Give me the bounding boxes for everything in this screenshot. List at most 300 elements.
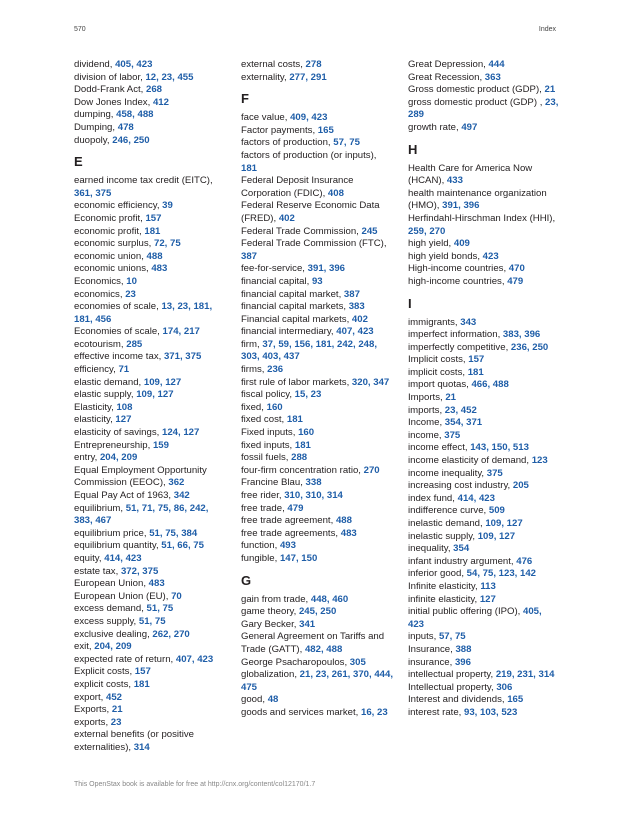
index-entry: [74, 84, 228, 97]
index-page-links[interactable]: 165: [317, 124, 334, 136]
index-page-links[interactable]: 181: [467, 366, 484, 378]
index-term: financial capital market,: [241, 288, 344, 300]
index-page-links[interactable]: 127: [115, 414, 132, 426]
index-page-links[interactable]: 483: [148, 578, 165, 590]
index-page-links[interactable]: 448, 460: [310, 593, 349, 605]
index-page-links[interactable]: 23, 289: [408, 96, 559, 121]
index-term: free rider,: [241, 490, 285, 501]
index-page-links[interactable]: 423: [482, 250, 499, 262]
index-page-links[interactable]: 285: [126, 338, 143, 350]
index-entry: [241, 238, 395, 263]
index-entry: [74, 213, 228, 226]
index-entry: [408, 59, 560, 72]
index-page-links[interactable]: 147, 150: [279, 552, 318, 564]
index-term: ecotourism,: [74, 338, 127, 350]
index-page-links[interactable]: 402: [278, 212, 295, 224]
page-running-title: Index: [538, 26, 556, 33]
index-page-links[interactable]: 479: [287, 502, 304, 514]
index-page-links[interactable]: 245: [361, 225, 378, 237]
index-entry: [74, 692, 228, 705]
index-entry: [408, 594, 560, 607]
index-page-links[interactable]: 354: [453, 543, 470, 555]
index-entry: [241, 515, 395, 528]
index-term: elastic demand,: [74, 376, 144, 388]
index-entry: [408, 188, 560, 213]
index-term: General Agreement on Tariffs and Trade (GATT),: [241, 631, 385, 655]
index-page-links[interactable]: 143, 150, 513: [470, 442, 529, 454]
index-entry: [241, 276, 395, 289]
index-term: Gary Becker,: [241, 618, 300, 630]
index-entry: [241, 414, 395, 427]
index-term: free trade,: [241, 502, 288, 514]
index-entry: [408, 263, 560, 276]
index-term: inelastic demand,: [408, 518, 486, 529]
index-entry: [408, 543, 560, 556]
index-term: economics,: [74, 288, 126, 300]
index-entry: [241, 226, 395, 239]
index-entry: [74, 452, 228, 465]
index-page-links[interactable]: 412: [152, 96, 169, 108]
index-column-3: [408, 59, 560, 720]
index-entry: [74, 97, 228, 110]
index-term: function,: [241, 540, 280, 552]
index-page-links[interactable]: 108: [116, 401, 133, 413]
index-entry: [241, 707, 395, 720]
index-page-links[interactable]: 23: [125, 288, 136, 300]
index-entry: [74, 553, 228, 566]
index-entry: [74, 59, 228, 72]
index-page-links[interactable]: 160: [266, 401, 283, 413]
index-page-links[interactable]: 314: [133, 741, 150, 753]
index-page-links[interactable]: 204, 209: [99, 452, 138, 464]
index-page-links[interactable]: 310, 310, 314: [284, 490, 343, 501]
index-term: economic surplus,: [74, 238, 154, 250]
index-page-links[interactable]: 109, 127: [477, 530, 516, 542]
index-term: Exports,: [74, 704, 112, 716]
index-entry: [408, 251, 560, 264]
index-page-links[interactable]: 387: [343, 288, 360, 300]
index-entry: [241, 150, 395, 175]
index-page-links[interactable]: 383: [348, 301, 365, 313]
index-term: firms,: [241, 364, 268, 376]
index-page-links[interactable]: 383, 396: [502, 329, 541, 341]
index-entry: [408, 657, 560, 670]
index-term: high-income countries,: [408, 275, 508, 287]
index-page-links[interactable]: 278: [305, 59, 322, 70]
index-term: fixed cost,: [241, 414, 287, 426]
index-page-links[interactable]: 159: [152, 439, 169, 451]
index-page-links[interactable]: 342: [173, 490, 190, 501]
index-term: equity,: [74, 552, 105, 564]
index-page-links[interactable]: 259, 270: [408, 225, 446, 237]
index-page-links[interactable]: 51, 75: [138, 615, 166, 627]
index-entry: [74, 301, 228, 326]
index-page-links[interactable]: 262, 270: [152, 628, 190, 640]
index-entry: [408, 518, 560, 531]
index-term: elastic supply,: [74, 389, 137, 401]
index-page-links[interactable]: 482, 488: [304, 643, 343, 655]
index-entry: [408, 405, 560, 418]
index-page-links[interactable]: 375: [444, 429, 461, 441]
index-page-links[interactable]: 157: [134, 666, 151, 678]
index-page-links[interactable]: 277, 291: [289, 71, 327, 83]
index-term: good,: [241, 694, 268, 706]
index-page-links[interactable]: 479: [507, 275, 524, 287]
index-term: fee-for-service,: [241, 263, 308, 275]
index-page-links[interactable]: 174, 217: [162, 326, 200, 338]
index-page-links[interactable]: 414, 423: [457, 492, 495, 504]
index-page-links[interactable]: 204, 209: [94, 641, 132, 653]
index-term: fungible,: [241, 552, 280, 564]
index-entry: [74, 402, 228, 415]
index-entry: [408, 72, 560, 85]
index-page-links[interactable]: 15, 23: [294, 389, 322, 401]
index-page-links[interactable]: 109, 127: [143, 376, 182, 388]
index-term: Health Care for America Now (HCAN),: [408, 162, 533, 187]
index-entry: [74, 603, 228, 616]
index-page-links[interactable]: 488: [335, 515, 352, 527]
index-entry: [74, 629, 228, 642]
index-page-links[interactable]: 70: [171, 590, 182, 602]
index-page-links[interactable]: 405, 423: [115, 59, 153, 70]
index-term: equilibrium,: [74, 502, 126, 514]
index-term: fixed,: [241, 401, 267, 413]
index-term: Elasticity,: [74, 401, 117, 413]
index-entry: [408, 238, 560, 251]
index-term: Implicit costs,: [408, 354, 469, 366]
index-page-links[interactable]: 13, 23, 181, 181, 456: [74, 301, 213, 325]
index-page-links[interactable]: 21: [111, 704, 123, 716]
index-entry: [74, 109, 228, 122]
index-entry: [74, 251, 228, 264]
index-term: efficiency,: [74, 364, 119, 376]
index-page-links[interactable]: 181: [241, 162, 258, 174]
index-term: Great Depression,: [408, 59, 489, 70]
index-entry: [408, 493, 560, 506]
index-term: Explicit costs,: [74, 666, 135, 678]
index-entry: [408, 354, 560, 367]
index-page-links[interactable]: 488: [146, 250, 163, 262]
index-term: financial capital markets,: [241, 301, 349, 313]
index-entry: [74, 729, 228, 754]
index-entry: [408, 379, 560, 392]
index-page-links[interactable]: 509: [488, 505, 505, 517]
index-term: gain from trade,: [241, 593, 311, 605]
index-page-links[interactable]: 51, 71, 75, 86, 242, 383, 467: [74, 502, 209, 527]
index-page-links[interactable]: 51, 66, 75: [161, 540, 204, 552]
index-page-links[interactable]: 51, 75: [146, 603, 174, 615]
index-entry: [408, 213, 560, 238]
index-entry: [408, 606, 560, 631]
index-section-letter: F: [241, 91, 249, 107]
index-entry: [408, 163, 560, 188]
index-page-links[interactable]: 476: [516, 555, 533, 567]
index-term: estate tax,: [74, 565, 121, 577]
index-term: Economics,: [74, 275, 127, 287]
index-page-links[interactable]: 483: [151, 263, 168, 275]
index-entry: [241, 59, 395, 72]
index-term: income effect,: [408, 442, 471, 454]
index-entry: [241, 326, 395, 339]
index-page-links[interactable]: 165: [507, 694, 524, 706]
index-entry: [408, 707, 560, 720]
index-page-links[interactable]: 57, 75: [438, 631, 466, 643]
index-term: George Psacharopoulos,: [241, 656, 350, 668]
index-entry: [241, 606, 395, 619]
index-page-links[interactable]: 483: [340, 527, 357, 539]
index-entry: [241, 477, 395, 490]
index-entry: [408, 531, 560, 544]
index-page-links[interactable]: 236: [267, 364, 284, 376]
index-term: economies of scale,: [74, 301, 162, 313]
index-term: European Union,: [74, 578, 149, 590]
index-entry: [241, 619, 395, 632]
index-entry: [408, 276, 560, 289]
index-term: Imports,: [408, 392, 446, 404]
index-term: financial capital,: [241, 275, 312, 287]
index-entry: [74, 528, 228, 541]
index-entry: [74, 200, 228, 213]
index-page-links[interactable]: 48: [267, 694, 279, 706]
index-term: Income,: [408, 417, 445, 429]
index-page-links[interactable]: 123: [531, 455, 548, 467]
index-page-links[interactable]: 408: [327, 187, 344, 199]
index-term: infant industry argument,: [408, 555, 517, 567]
index-page-links[interactable]: 21: [445, 392, 456, 404]
index-page-links[interactable]: 157: [145, 212, 162, 224]
index-page-links[interactable]: 478: [117, 121, 134, 133]
index-entry: [74, 427, 228, 440]
index-column-1: [74, 59, 228, 754]
index-term: factors of production (or inputs),: [241, 149, 377, 161]
index-page-links[interactable]: 388: [455, 643, 472, 655]
index-page-links[interactable]: 72, 75: [153, 238, 181, 250]
index-entry: [74, 377, 228, 390]
index-page-links[interactable]: 305: [349, 656, 366, 668]
index-page-links[interactable]: 127: [479, 593, 496, 605]
index-term: economic efficiency,: [74, 200, 163, 212]
index-entry: [74, 717, 228, 730]
index-entry: [74, 654, 228, 667]
index-term: game theory,: [241, 606, 299, 618]
index-page-links[interactable]: 391, 396: [442, 200, 480, 212]
index-page-links[interactable]: 205: [512, 480, 529, 492]
index-term: Federal Reserve Economic Data (FRED),: [241, 200, 380, 224]
index-page-links[interactable]: 181: [144, 225, 161, 237]
index-page-links[interactable]: 39: [162, 200, 173, 212]
index-entry: [74, 465, 228, 490]
index-term: Great Recession,: [408, 71, 485, 83]
index-term: European Union (EU),: [74, 590, 172, 602]
index-page-links[interactable]: 396: [454, 656, 471, 668]
index-entry: [408, 568, 560, 581]
index-page-links[interactable]: 354, 371: [444, 417, 483, 429]
index-page-links[interactable]: 245, 250: [298, 606, 337, 618]
index-page-links[interactable]: 157: [468, 354, 485, 366]
index-page-links[interactable]: 181: [286, 414, 303, 426]
index-page-links[interactable]: 21, 23, 261, 370, 444, 475: [241, 669, 394, 693]
index-entry: [241, 669, 395, 694]
index-page-links[interactable]: 387: [241, 250, 258, 262]
index-term: firm,: [241, 338, 263, 350]
index-page-links[interactable]: 23: [110, 716, 122, 728]
index-term: Federal Deposit Insurance Corporation (FDIC),: [241, 175, 354, 199]
index-term: export,: [74, 691, 106, 703]
index-entry: [408, 669, 560, 682]
index-term: inferior good,: [408, 568, 467, 580]
index-page-links[interactable]: 109, 127: [136, 389, 174, 401]
index-page-links[interactable]: 51, 75, 384: [149, 527, 198, 539]
index-term: division of labor,: [74, 71, 146, 83]
index-entry: [74, 679, 228, 692]
index-page-links[interactable]: 181: [294, 439, 311, 451]
index-page-links[interactable]: 246, 250: [112, 134, 150, 146]
index-entry: [74, 540, 228, 553]
index-page-links[interactable]: 93, 103, 523: [464, 706, 518, 718]
index-page-links[interactable]: 288: [291, 452, 308, 464]
index-page-links[interactable]: 409: [453, 238, 470, 250]
index-term: fiscal policy,: [241, 389, 295, 401]
index-page-links[interactable]: 16, 23: [360, 706, 388, 718]
index-page-links[interactable]: 363: [484, 71, 501, 83]
index-page-links[interactable]: 124, 127: [161, 427, 200, 439]
index-page-links[interactable]: 338: [305, 477, 322, 489]
index-page-links[interactable]: 10: [126, 275, 137, 287]
index-term: Factor payments,: [241, 124, 318, 136]
index-page-links[interactable]: 343: [460, 316, 477, 328]
index-page-links[interactable]: 219, 231, 314: [495, 669, 555, 681]
index-term: expected rate of return,: [74, 653, 176, 665]
index-term: external benefits (or positive externalities),: [74, 729, 194, 753]
index-entry: [408, 122, 560, 135]
index-term: first rule of labor markets,: [241, 376, 352, 388]
index-page-links[interactable]: 407, 423: [175, 653, 214, 665]
index-term: elasticity,: [74, 414, 116, 426]
index-entry: [74, 389, 228, 402]
index-entry: [74, 122, 228, 135]
index-entry: [74, 226, 228, 239]
index-entry: [408, 468, 560, 481]
index-page-links[interactable]: 268: [145, 84, 162, 96]
index-entry: [74, 666, 228, 679]
index-page-links[interactable]: 12, 23, 455: [145, 71, 194, 83]
index-term: globalization,: [241, 669, 300, 681]
index-page-links[interactable]: 181: [133, 678, 150, 690]
index-page-links[interactable]: 93: [311, 275, 323, 287]
index-page-links[interactable]: 466, 488: [471, 379, 509, 391]
index-term: inequality,: [408, 543, 454, 555]
index-page-links[interactable]: 375: [486, 467, 503, 479]
index-entry: [408, 97, 560, 122]
index-section-letter: I: [408, 295, 412, 311]
index-page-links[interactable]: 497: [461, 121, 478, 133]
index-term: increasing cost industry,: [408, 480, 513, 492]
index-entry: [241, 631, 395, 656]
index-entry: [241, 594, 395, 607]
index-entry: [241, 528, 395, 541]
index-page-links[interactable]: 361, 375: [74, 187, 112, 199]
index-section-letter: H: [408, 141, 418, 157]
index-term: Economies of scale,: [74, 326, 163, 338]
index-page-links[interactable]: 54, 75, 123, 142: [466, 568, 537, 580]
index-entry: [241, 339, 395, 364]
index-entry: [74, 566, 228, 579]
index-page-links[interactable]: 493: [279, 540, 296, 552]
index-page-links[interactable]: 452: [106, 691, 123, 703]
index-page-links[interactable]: 37, 59, 156, 181, 242, 248, 303, 403, 437: [241, 338, 378, 363]
index-term: excess supply,: [74, 615, 139, 627]
index-page-links[interactable]: 71: [118, 364, 130, 376]
index-page-links[interactable]: 409, 423: [290, 112, 328, 124]
index-entry: [408, 392, 560, 405]
index-entry: [241, 427, 395, 440]
page-number: 570: [74, 26, 86, 33]
index-page-links[interactable]: 306: [496, 681, 513, 693]
index-term: Entrepreneurship,: [74, 439, 153, 451]
index-entry: [74, 641, 228, 654]
index-entry: [408, 430, 560, 443]
index-entry: [241, 112, 395, 125]
index-entry: [74, 135, 228, 148]
index-term: Dodd-Frank Act,: [74, 84, 146, 96]
index-page-links[interactable]: 270: [363, 464, 380, 476]
index-page-links[interactable]: 407, 423: [336, 326, 374, 338]
index-column-2: [241, 59, 395, 720]
index-entry: [241, 389, 395, 402]
index-entry: [408, 455, 560, 468]
index-page-links[interactable]: 113: [480, 580, 496, 592]
index-page-links[interactable]: 371, 375: [163, 351, 202, 363]
index-entry: [241, 377, 395, 390]
index-entry: [74, 440, 228, 453]
index-entry: [74, 326, 228, 339]
index-entry: [408, 556, 560, 569]
index-page-links[interactable]: 391, 396: [307, 263, 346, 275]
index-page-links[interactable]: 405, 423: [408, 606, 542, 630]
index-term: dividend,: [74, 59, 116, 70]
index-page-links[interactable]: 21: [544, 84, 556, 96]
index-page-links[interactable]: 414, 423: [104, 552, 142, 564]
index-page-links[interactable]: 320, 347: [351, 376, 390, 388]
index-term: factors of production,: [241, 137, 334, 149]
index-page-links[interactable]: 362: [168, 477, 185, 489]
index-entry: [74, 289, 228, 302]
index-page-links[interactable]: 160: [298, 427, 315, 439]
index-page-links[interactable]: 236, 250: [510, 341, 549, 353]
index-page-links[interactable]: 444: [488, 59, 505, 70]
index-page-links[interactable]: 109, 127: [485, 518, 523, 529]
index-page-links[interactable]: 402: [351, 313, 368, 325]
index-entry: [408, 505, 560, 518]
index-page-links[interactable]: 470: [508, 263, 525, 275]
index-term: earned income tax credit (EITC),: [74, 175, 213, 187]
index-page-links[interactable]: 433: [446, 175, 463, 187]
index-page-links[interactable]: 57, 75: [333, 137, 360, 149]
index-entry: [74, 414, 228, 427]
index-entry: [74, 351, 228, 364]
index-entry: [241, 452, 395, 465]
index-entry: [241, 175, 395, 200]
index-page-links[interactable]: 23, 452: [444, 404, 477, 416]
index-page-links[interactable]: 458, 488: [116, 109, 154, 121]
index-term: Federal Trade Commission (FTC),: [241, 238, 387, 250]
index-term: Intellectual property,: [408, 681, 497, 693]
index-page-links[interactable]: 341: [299, 618, 316, 630]
index-term: Dumping,: [74, 121, 118, 133]
index-term: Infinite elasticity,: [408, 580, 481, 592]
index-term: Insurance,: [408, 643, 456, 655]
index-page-links[interactable]: 372, 375: [120, 565, 159, 577]
